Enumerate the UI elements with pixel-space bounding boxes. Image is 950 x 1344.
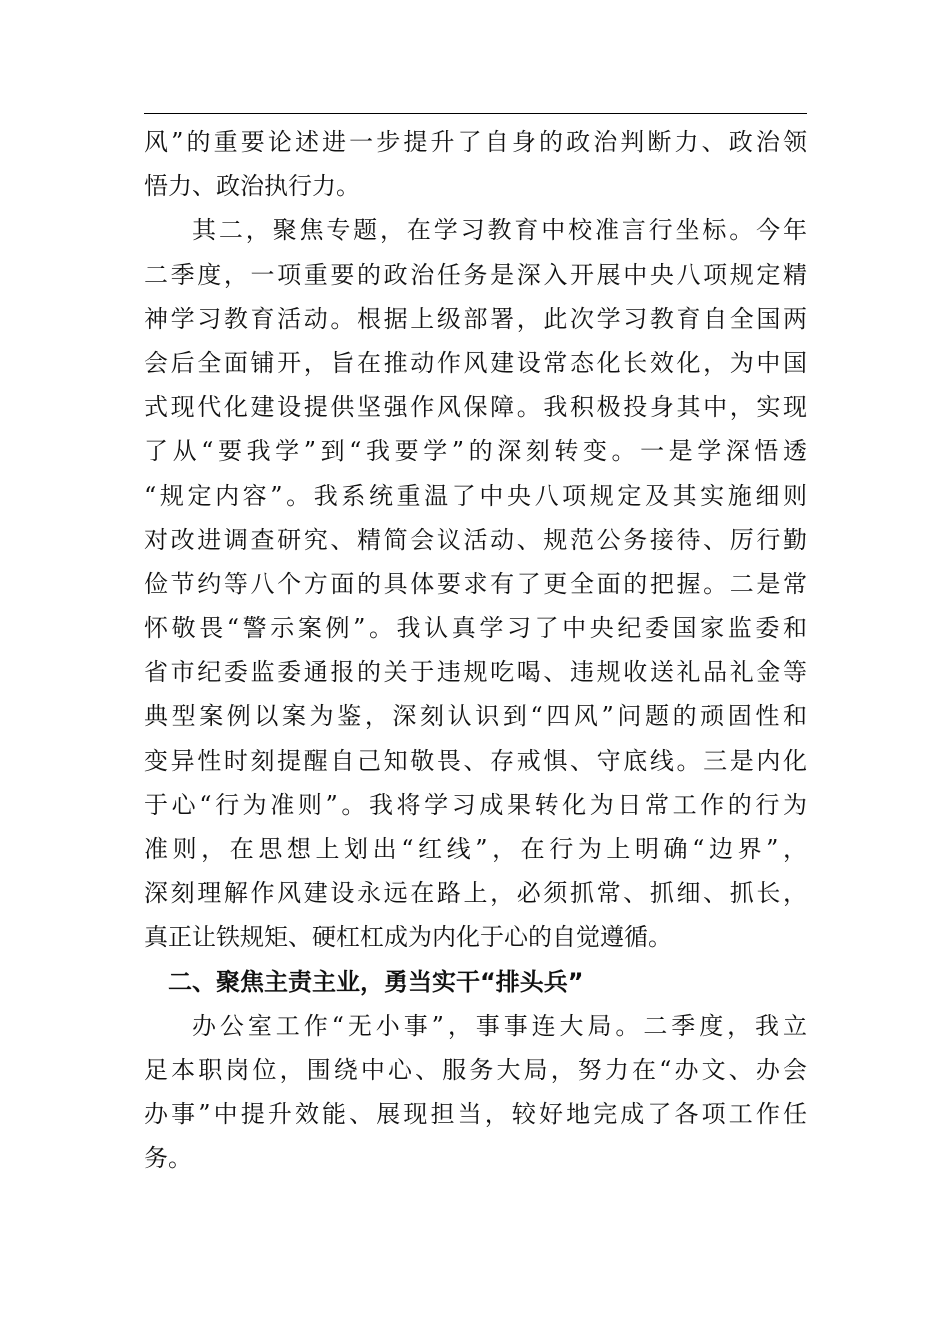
paragraph-line: 其二，聚焦专题，在学习教育中校准言行坐标。今年	[192, 216, 807, 245]
paragraph-line: 变异性时刻提醒自己知敬畏、存戒惧、守底线。三是内化	[144, 746, 807, 775]
paragraph-line: 悟力、政治执行力。	[144, 172, 360, 201]
paragraph-line: 了从“要我学”到“我要学”的深刻转变。一是学深悟透	[144, 437, 807, 466]
document-body	[144, 120, 807, 1181]
paragraph-line: 俭节约等八个方面的具体要求有了更全面的把握。二是常	[144, 569, 807, 598]
paragraph-line: 准则，在思想上划出“红线”，在行为上明确“边界”，	[144, 835, 807, 863]
paragraph-line: 务。	[144, 1144, 192, 1173]
paragraph-line: 典型案例以案为鉴，深刻认识到“四风”问题的顽固性和	[144, 702, 807, 731]
section-heading: 二、聚焦主责主业，勇当实干“排头兵”	[168, 967, 584, 996]
header-rule	[144, 113, 807, 114]
paragraph-line: 深刻理解作风建设永远在路上，必须抓常、抓细、抓长，	[144, 879, 807, 908]
paragraph-line: 对改进调查研究、精简会议活动、规范公务接待、厉行勤	[144, 525, 807, 554]
paragraph-line: 二季度，一项重要的政治任务是深入开展中央八项规定精	[144, 260, 807, 289]
paragraph-line: 足本职岗位，围绕中心、服务大局，努力在“办文、办会	[144, 1055, 807, 1084]
paragraph-line: “规定内容”。我系统重温了中央八项规定及其实施细则	[144, 481, 807, 510]
paragraph-line: 省市纪委监委通报的关于违规吃喝、违规收送礼品礼金等	[144, 658, 807, 687]
paragraph-line: 办事”中提升效能、展现担当，较好地完成了各项工作任	[144, 1100, 807, 1129]
paragraph-line: 神学习教育活动。根据上级部署，此次学习教育自全国两	[144, 304, 807, 333]
paragraph-line: 真正让铁规矩、硬杠杠成为内化于心的自觉遵循。	[144, 923, 672, 952]
paragraph-line: 会后全面铺开，旨在推动作风建设常态化长效化，为中国	[144, 348, 807, 377]
paragraph-line: 怀敬畏“警示案例”。我认真学习了中央纪委国家监委和	[144, 614, 807, 643]
paragraph-line: 于心“行为准则”。我将学习成果转化为日常工作的行为	[144, 790, 807, 819]
paragraph-line: 风”的重要论述进一步提升了自身的政治判断力、政治领	[144, 128, 807, 156]
paragraph-line: 办公室工作“无小事”，事事连大局。二季度，我立	[192, 1011, 807, 1040]
paragraph-line: 式现代化建设提供坚强作风保障。我积极投身其中，实现	[144, 393, 807, 422]
